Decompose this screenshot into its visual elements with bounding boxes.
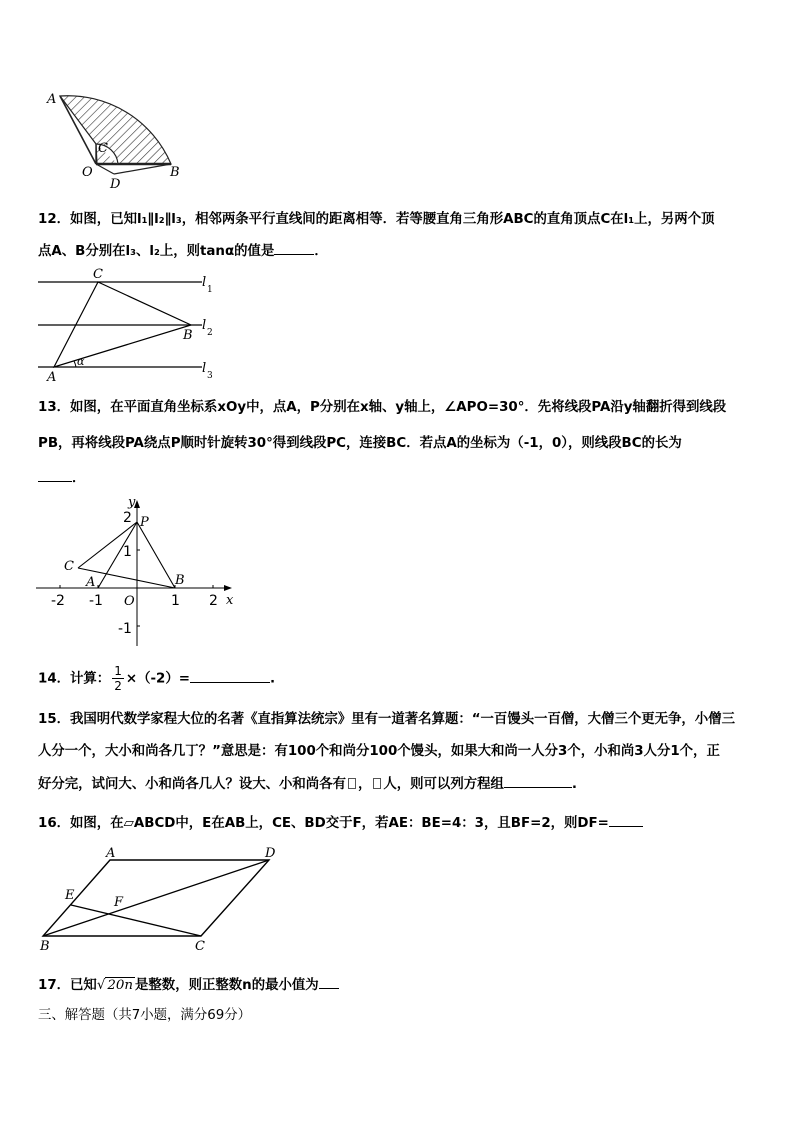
answer-blank: [609, 814, 643, 827]
q17-prefix: 17．已知: [38, 978, 97, 993]
q15-line3b: ，: [357, 777, 372, 792]
q15-line2: 人分一个，大小和尚各几丁？”意思是：有100个和尚分100个馒头，如果大和尚一人分3个，小和尚3人分1个，正: [38, 744, 720, 759]
label-l3: l: [202, 361, 207, 376]
q12-tail: ．: [314, 244, 328, 259]
q12-line2: [38, 240, 328, 259]
label-alpha: α: [77, 355, 85, 368]
label-F: F: [114, 895, 124, 910]
tick-x-minus2: -2: [51, 593, 65, 609]
parallel-lines-figure: [36, 266, 226, 386]
q14-rest: ×（-2）=: [125, 671, 190, 687]
label-B: B: [183, 328, 193, 343]
fraction-numerator: 1: [114, 664, 122, 678]
label-D: D: [110, 177, 121, 192]
fraction-denominator: 2: [114, 679, 122, 693]
q12-line1: 12．如图，已知l₁∥l₂∥l₃，相邻两条平行直线间的距离相等．若等腰直角三角形ABC的直角顶点C在l₁上，另两个顶: [38, 212, 715, 227]
tick-x-minus1: -1: [89, 593, 103, 609]
answer-blank: [38, 469, 72, 482]
q13-line2: PB，再将线段PA绕点P顺时针旋转30°得到线段PC，连接BC．若点A的坐标为（-1，0），则线段BC的长为: [38, 436, 682, 451]
label-l2: l: [202, 318, 207, 333]
q13-tail: ．: [72, 471, 86, 486]
q15-line3a: 好分完，试问大、小和尚各几人？设大、小和尚各有: [38, 777, 346, 792]
q14-tail: .: [269, 671, 276, 687]
q13-line3: [38, 467, 85, 486]
label-B: B: [40, 939, 50, 954]
label-C: C: [64, 559, 74, 574]
q15-line3c: 人，则可以列方程组: [383, 777, 504, 792]
q14-line: [38, 664, 275, 693]
sub-2: 2: [207, 328, 213, 338]
answer-blank: [190, 670, 270, 683]
label-B: B: [175, 573, 185, 588]
label-B: B: [170, 165, 180, 180]
tick-y-minus1: -1: [118, 621, 132, 637]
sub-1: 1: [207, 285, 213, 295]
label-C: C: [93, 267, 103, 282]
axis-y-label: y: [128, 495, 136, 510]
q15-tail: .: [571, 777, 577, 792]
label-O: O: [82, 165, 93, 180]
placeholder-box: [348, 778, 356, 789]
label-A: A: [47, 370, 57, 385]
answer-blank: [504, 775, 572, 788]
label-A: A: [106, 846, 116, 861]
q17-rest: 是整数，则正整数n的最小值为: [135, 978, 319, 993]
answer-blank: [319, 976, 339, 989]
label-P: P: [140, 515, 149, 530]
q14-prefix: 14．计算：: [38, 671, 111, 687]
label-E: E: [65, 888, 75, 903]
label-A: A: [86, 575, 96, 590]
radical-sign: √: [96, 978, 106, 993]
label-A: A: [47, 92, 57, 107]
sub-3: 3: [207, 371, 213, 381]
label-O: O: [124, 594, 135, 609]
label-D: D: [265, 846, 276, 861]
tick-y-1: 1: [123, 544, 132, 560]
sector-figure: [44, 86, 184, 196]
coordinate-figure: [34, 494, 244, 654]
radicand: 20n: [107, 978, 134, 993]
section-title: 三、解答题（共7小题，满分69分）: [38, 1008, 252, 1023]
label-l1: l: [202, 275, 207, 290]
fraction: [112, 664, 124, 693]
tick-x-1: 1: [171, 593, 180, 609]
q16-text: 16．如图，在▱ABCD中，E在AB上，CE、BD交于F，若AE：BE=4：3，且BF=2，则DF=: [38, 816, 609, 831]
q12-line2-text: 点A、B分别在l₃、l₂上，则tanα的值是: [38, 244, 275, 259]
label-C: C: [98, 141, 108, 156]
tick-y-2: 2: [123, 510, 132, 526]
placeholder-box: [373, 778, 381, 789]
q13-line1: 13．如图，在平面直角坐标系xOy中，点A，P分别在x轴、y轴上，∠APO=30°．先将线段PA沿y轴翻折得到线段: [38, 400, 727, 415]
label-C: C: [195, 939, 205, 954]
q16-line1: [38, 812, 643, 831]
q15-line3: [38, 773, 577, 792]
tick-x-2: 2: [209, 593, 218, 609]
answer-blank: [274, 242, 314, 255]
q17-line: [38, 974, 339, 993]
axis-x-label: x: [226, 593, 234, 608]
parallelogram-figure: [38, 842, 278, 954]
q15-line1: 15．我国明代数学家程大位的名著《直指算法统宗》里有一道著名算题：“一百馒头一百僧，大僧三个更无争，小僧三: [38, 712, 735, 727]
